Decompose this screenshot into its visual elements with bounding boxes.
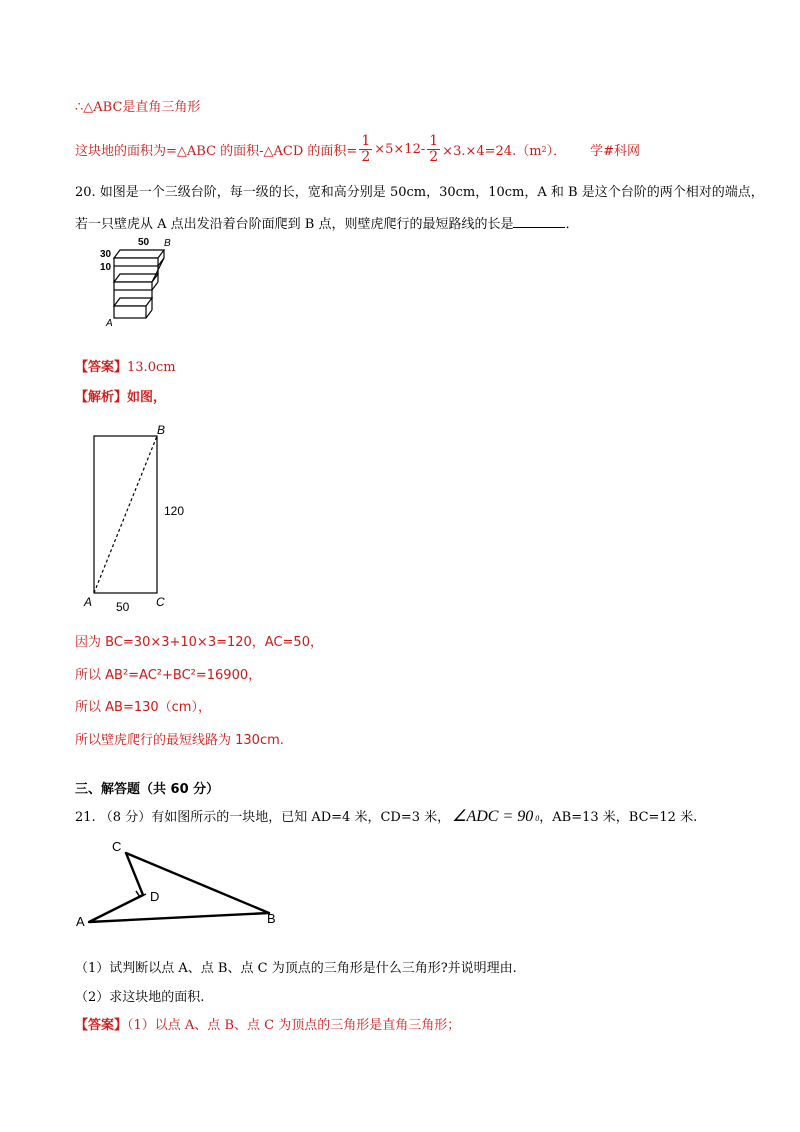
- frac-num: 1: [429, 133, 439, 149]
- answer-blank: [513, 217, 565, 228]
- q20-step-2: 所以 AB²=AC²+BC²=16900，: [75, 668, 262, 683]
- prev-area-term2: ×3.×4=24.（m: [442, 143, 542, 159]
- q20-step-4: 所以壁虎爬行的最短线路为 130cm.: [75, 733, 284, 748]
- rect-label-b: B: [157, 423, 166, 437]
- answer-label: 【答案】: [75, 360, 128, 375]
- stairs-label-50: 50: [138, 237, 150, 248]
- answer-value: 13.0cm: [127, 360, 176, 375]
- q21-intro-before: 21. （8 分）有如图所示的一块地，已知 AD=4 米，CD=3 米，: [75, 810, 451, 825]
- q20-text-line2: [75, 213, 579, 232]
- watermark-text: 学#科网: [590, 143, 641, 159]
- unfolded-rectangle-figure: [80, 420, 200, 615]
- q20-text-line2-main: 若一只壁虎从 A 点出发沿着台阶面爬到 B 点，则壁虎爬行的最短路线的长是: [75, 217, 514, 232]
- quadrilateral-figure: [74, 836, 284, 931]
- prev-area-line: [75, 134, 640, 164]
- stairs-label-30: 30: [100, 249, 112, 260]
- fig-label-d: D: [150, 889, 160, 904]
- q20-step-1: 因为 BC=30×3+10×3=120，AC=50，: [75, 635, 323, 650]
- fraction-half-2: [427, 134, 440, 164]
- q21-part1: （1）试判断以点 A、点 B、点 C 为顶点的三角形是什么三角形?并说明理由.: [75, 961, 517, 976]
- answer-label: 【答案】: [75, 1018, 128, 1033]
- q21-answer: [75, 1014, 460, 1033]
- analysis-text: 如图，: [127, 390, 167, 405]
- stairs-label-10: 10: [100, 262, 112, 273]
- fig-label-c: C: [112, 839, 122, 854]
- rect-label-50: 50: [116, 600, 130, 614]
- frac-den: 2: [361, 148, 371, 165]
- frac-den: 2: [429, 148, 439, 165]
- frac-num: 1: [361, 133, 371, 149]
- prev-conclusion: ∴△ABC是直角三角形: [75, 100, 201, 115]
- prev-area-unit-close: ）．: [546, 143, 567, 159]
- q20-step-3: 所以 AB=130（cm），: [75, 700, 211, 715]
- rect-label-a: A: [84, 595, 93, 609]
- answer-text: （1）以点 A、点 B、点 C 为顶点的三角形是直角三角形；: [127, 1018, 461, 1033]
- angle-expression: ∠ADC = 90: [452, 808, 534, 825]
- prev-area-term1: ×5×12-: [374, 141, 426, 157]
- fig-label-b: B: [267, 911, 276, 926]
- stairs-label-a: A: [106, 318, 113, 329]
- prev-area-prefix: 这块地的面积为=△ABC 的面积-△ACD 的面积=: [75, 143, 358, 159]
- q20-text-line1: 20. 如图是一个三级台阶，每一级的长，宽和高分别是 50cm，30cm，10cm，A 和 B 是这个台阶的两个相对的端点，: [75, 185, 764, 200]
- q21-intro-after: ，AB=13 米，BC=12 米.: [539, 810, 698, 825]
- angle-degree: 0: [535, 814, 540, 823]
- unit-superscript: 2: [541, 144, 547, 154]
- analysis-label: 【解析】: [75, 390, 128, 405]
- q20-answer: [75, 356, 176, 375]
- fraction-half-1: [359, 134, 372, 164]
- rect-label-120: 120: [164, 504, 185, 518]
- q20-analysis: [75, 386, 166, 405]
- fig-label-a: A: [76, 914, 85, 929]
- rect-label-c: C: [156, 595, 165, 609]
- q21-part2: （2）求这块地的面积.: [75, 990, 205, 1005]
- q21-intro: [75, 806, 697, 826]
- q20-text-line2-end: ．: [565, 217, 579, 232]
- section-title: 三、解答题（共 60 分）: [75, 782, 220, 797]
- stairs-label-b: B: [164, 238, 171, 249]
- stairs-figure: [100, 232, 190, 332]
